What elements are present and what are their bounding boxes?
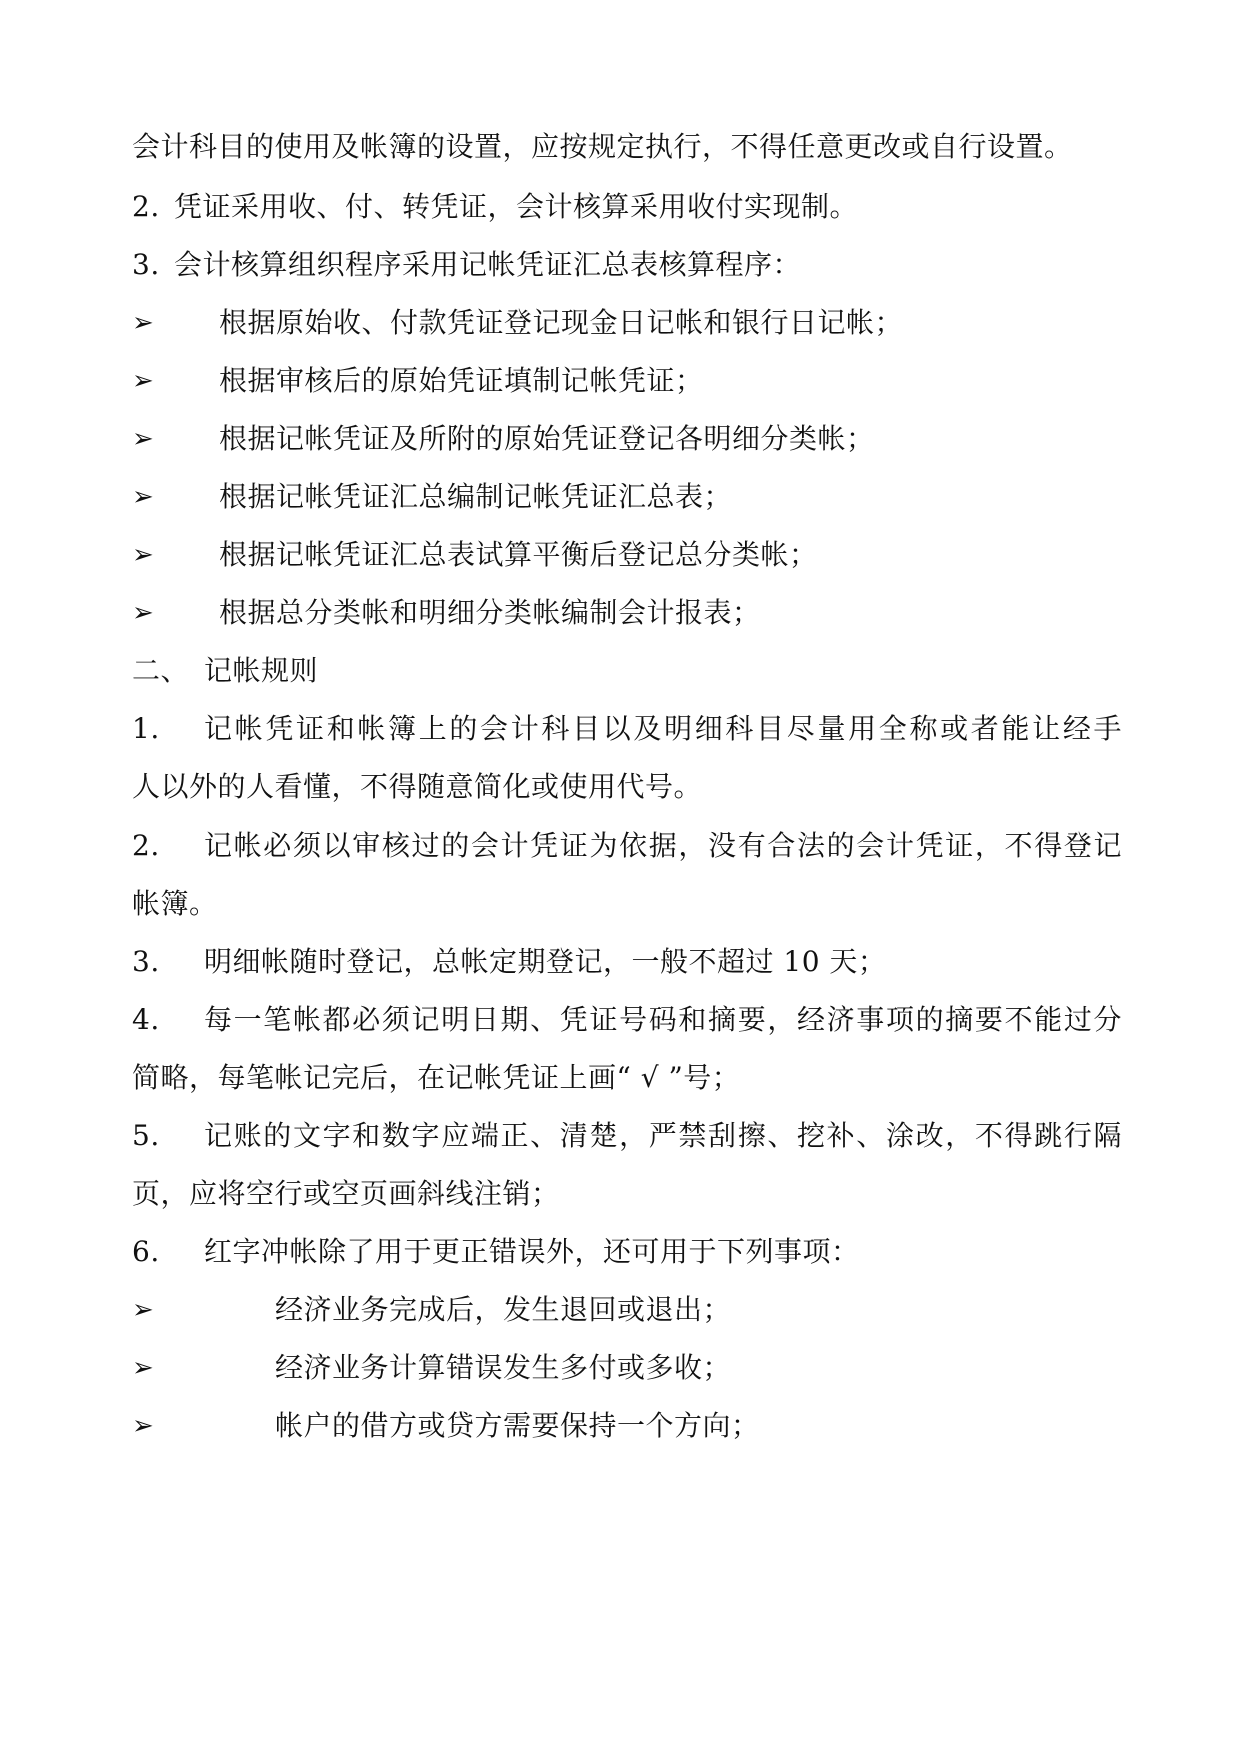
item-number: 5. xyxy=(132,1119,160,1152)
item-number: 3. xyxy=(132,248,160,281)
item-number: 2. xyxy=(132,190,160,223)
bullet-text: 帐户的借方或贷方需要保持一个方向； xyxy=(275,1409,760,1442)
item-number: 6. xyxy=(132,1235,160,1268)
item-text: 记帐凭证和帐簿上的会计科目以及明细科目尽量用全称或者能让经手 xyxy=(204,712,1122,745)
arrow-bullet-icon: ➢ xyxy=(132,482,155,512)
bullet-text: 根据记帐凭证汇总编制记帐凭证汇总表； xyxy=(219,480,733,513)
paragraph-text: 会计科目的使用及帐簿的设置，应按规定执行，不得任意更改或自行设置。 xyxy=(132,130,1073,163)
item-text: 页，应将空行或空页画斜线注销； xyxy=(132,1177,560,1210)
arrow-bullet-icon: ➢ xyxy=(132,598,155,628)
bullet-text: 根据总分类帐和明细分类帐编制会计报表； xyxy=(219,596,761,629)
item-text: 红字冲帐除了用于更正错误外，还可用于下列事项： xyxy=(204,1235,860,1268)
arrow-bullet-icon: ➢ xyxy=(132,424,155,454)
item-number: 4. xyxy=(132,1003,160,1036)
bullet-text: 根据记帐凭证及所附的原始凭证登记各明细分类帐； xyxy=(219,422,875,455)
item-text: 凭证采用收、付、转凭证，会计核算采用收付实现制。 xyxy=(174,190,859,223)
section-number: 二、 xyxy=(132,654,190,687)
item-text: 简略，每笔帐记完后，在记帐凭证上画“ √ ”号； xyxy=(132,1061,741,1094)
item-text: 每一笔帐都必须记明日期、凭证号码和摘要，经济事项的摘要不能过分 xyxy=(204,1003,1122,1036)
arrow-bullet-icon: ➢ xyxy=(132,366,155,396)
arrow-bullet-icon: ➢ xyxy=(132,1353,155,1383)
section-title: 记帐规则 xyxy=(204,654,319,687)
bullet-text: 根据审核后的原始凭证填制记帐凭证； xyxy=(219,364,704,397)
item-text: 会计核算组织程序采用记帐凭证汇总表核算程序： xyxy=(174,248,802,281)
item-text: 记账的文字和数字应端正、清楚，严禁刮擦、挖补、涂改，不得跳行隔 xyxy=(204,1119,1122,1152)
item-number: 1. xyxy=(132,712,160,745)
item-text: 人以外的人看懂，不得随意简化或使用代号。 xyxy=(132,770,703,803)
item-number: 2. xyxy=(132,829,160,862)
bullet-text: 经济业务计算错误发生多付或多收； xyxy=(275,1351,732,1384)
arrow-bullet-icon: ➢ xyxy=(132,308,155,338)
bullet-text: 根据原始收、付款凭证登记现金日记帐和银行日记帐； xyxy=(219,306,904,339)
item-number: 3. xyxy=(132,945,160,978)
bullet-text: 根据记帐凭证汇总表试算平衡后登记总分类帐； xyxy=(219,538,818,571)
item-text: 帐簿。 xyxy=(132,887,218,920)
bullet-text: 经济业务完成后，发生退回或退出； xyxy=(275,1293,732,1326)
item-text: 记帐必须以审核过的会计凭证为依据，没有合法的会计凭证，不得登记 xyxy=(204,829,1122,862)
arrow-bullet-icon: ➢ xyxy=(132,1411,155,1441)
item-text: 明细帐随时登记，总帐定期登记，一般不超过 10 天； xyxy=(204,945,887,978)
arrow-bullet-icon: ➢ xyxy=(132,540,155,570)
arrow-bullet-icon: ➢ xyxy=(132,1295,155,1325)
